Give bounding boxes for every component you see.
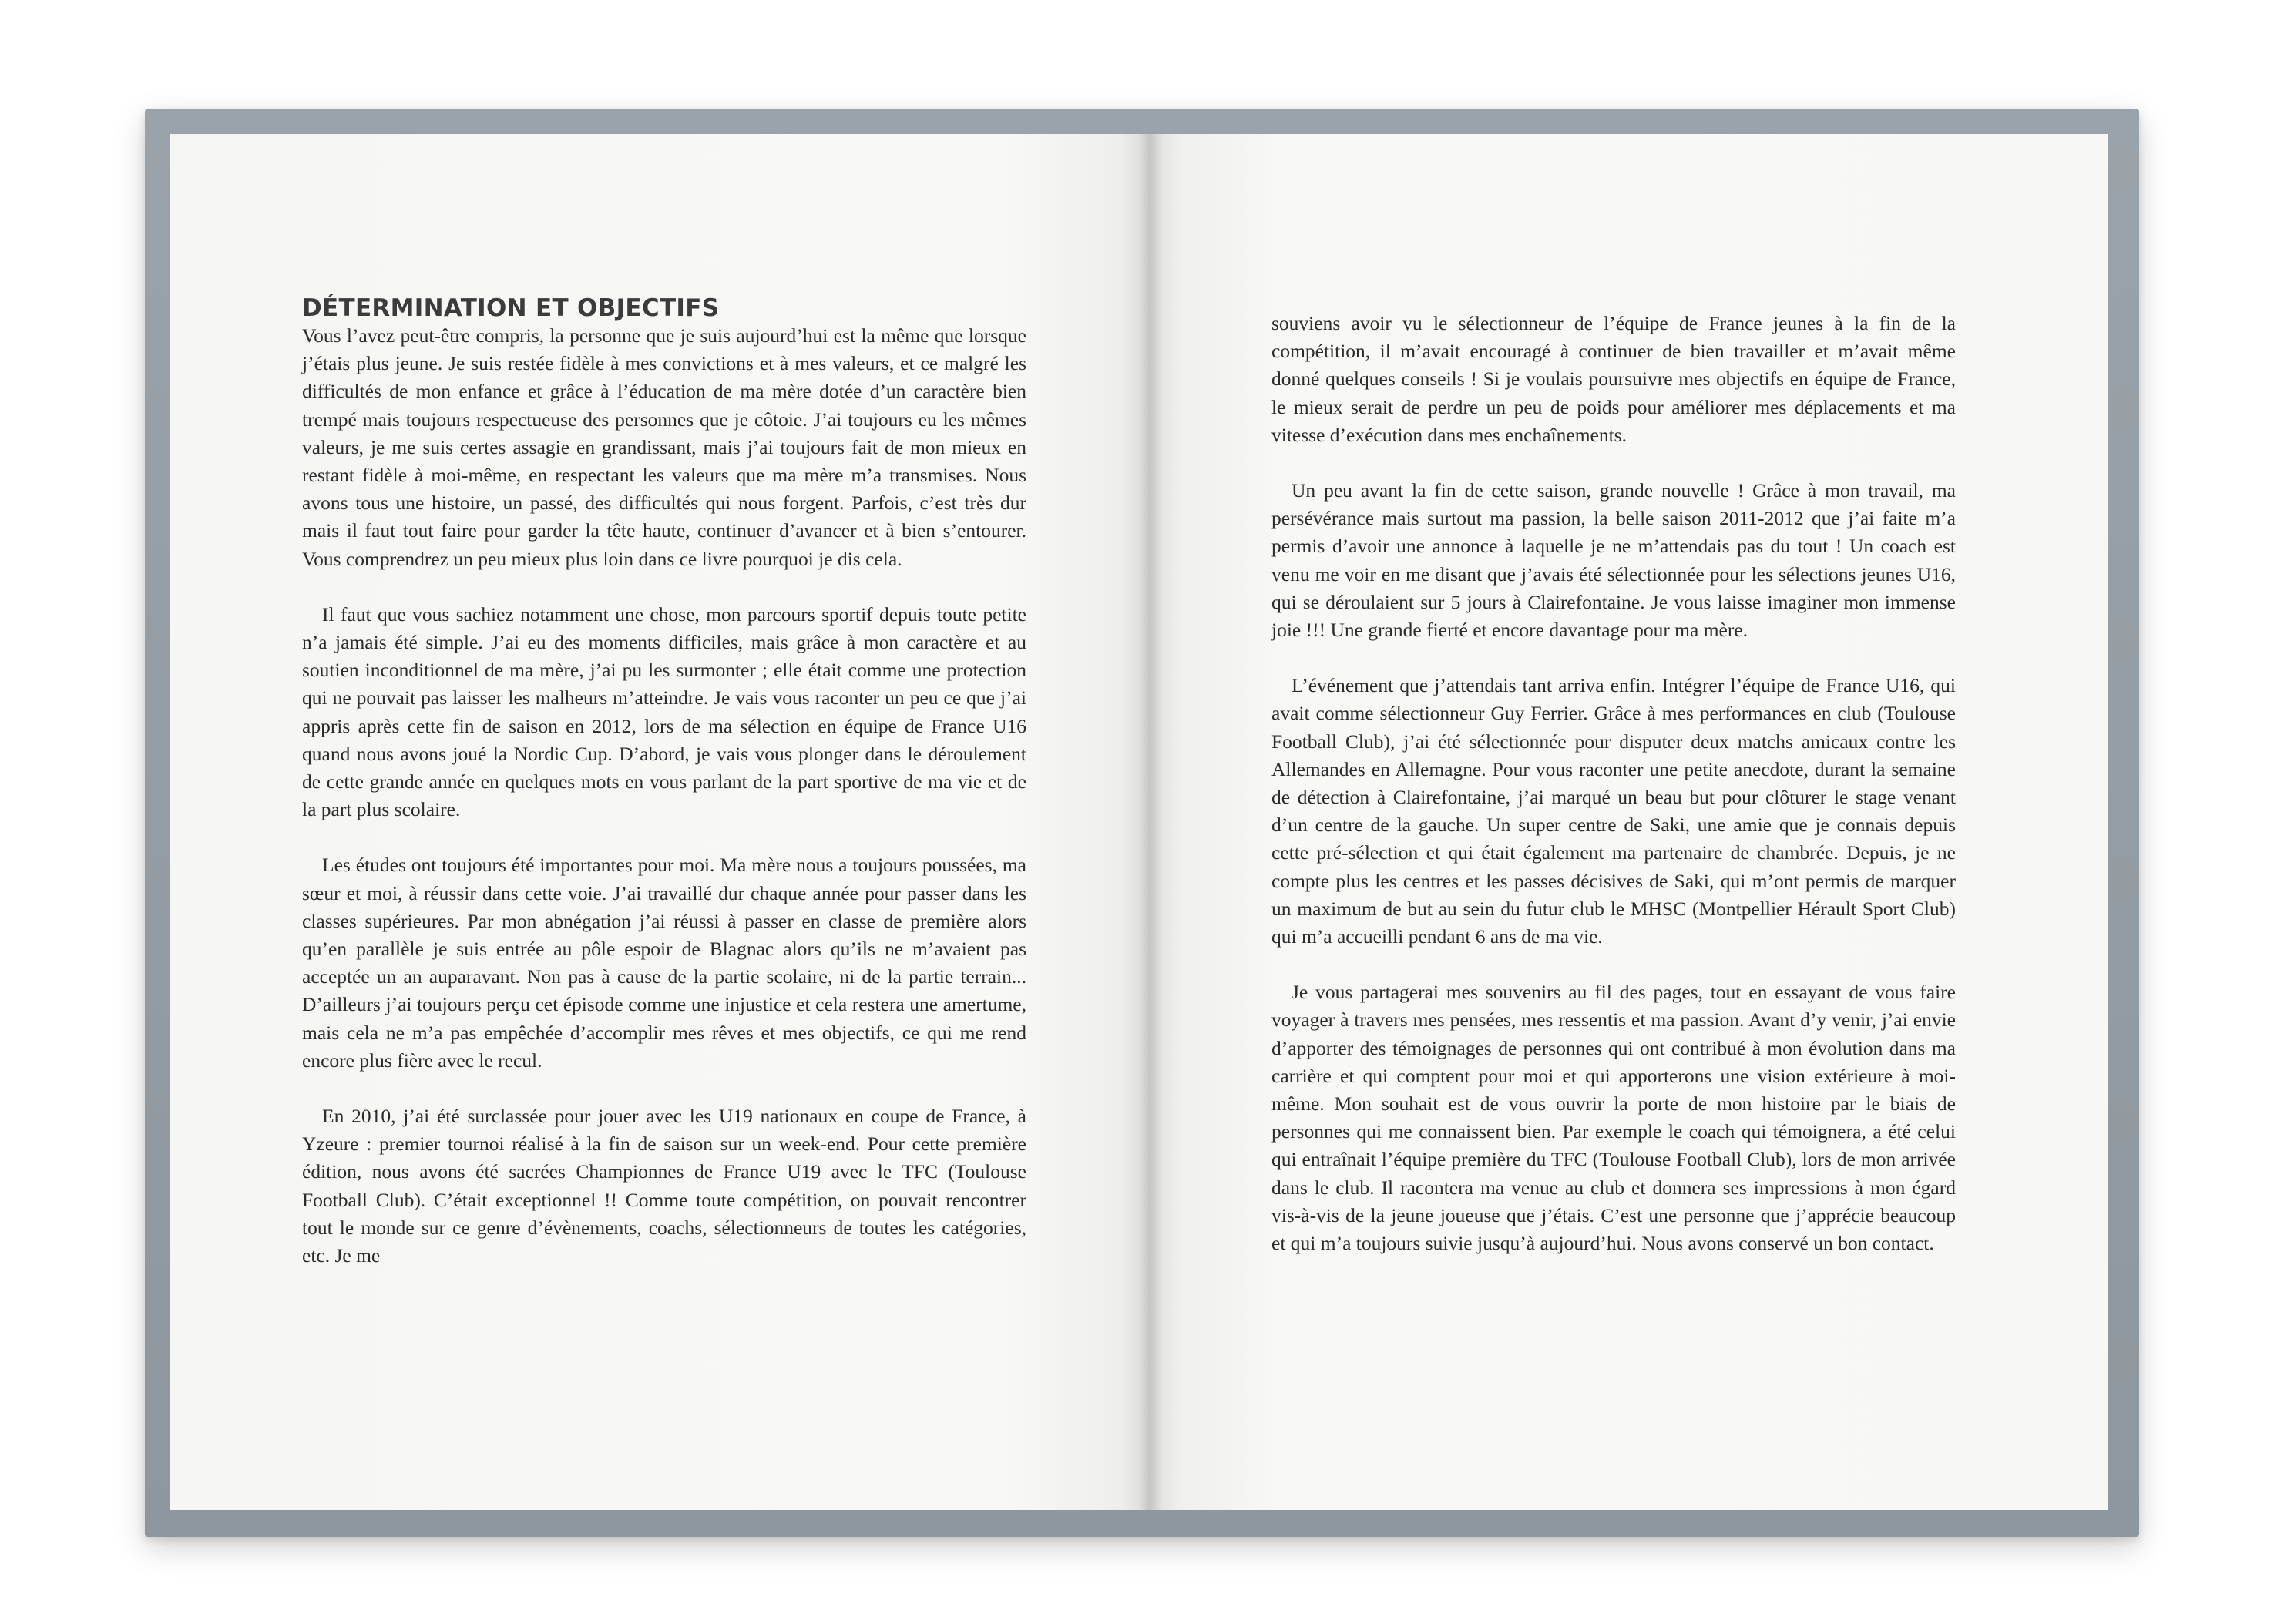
- paragraph: Il faut que vous sachiez notamment une chose, mon parcours sportif depuis toute petite n’a jamais été simple. J’ai eu des moments difficiles, mais grâce à mon caractère et au soutien inconditionnel de ma mère, j’ai pu les surmonter ; elle était comme une protection qui ne pouvait pas laisser les malheurs m’atteindre. Je vais vous raconter un peu ce que j’ai appris après cette fin de saison en 2012, lors de ma sélection en équipe de France U16 quand nous avons joué la Nordic Cup. D’abord, je vais vous plonger dans le déroulement de cette grande année en quelques mots en vous parlant de la part sportive de ma vie et de la part plus scolaire.: [302, 602, 1026, 821]
- left-page-text: [302, 293, 1026, 1270]
- paragraph: Les études ont toujours été importantes pour moi. Ma mère nous a toujours poussées, ma sœur et moi, à réussir dans cette voie. J’ai travaillé dur chaque année pour passer dans les classes supérieures. Par mon abnégation j’ai réussi à passer en classe de première alors qu’en parallèle je suis entrée au pôle espoir de Blagnac alors qu’ils ne m’avaient pas acceptée un an auparavant. Non pas à cause de la partie scolaire, ni de la partie terrain... D’ailleurs j’ai toujours perçu cet épisode comme une injustice et cela restera une amertume, mais cela ne m’a pas empêchée d’accomplir mes rêves et mes objectifs, ce qui me rend encore plus fière avec le recul.: [302, 854, 1026, 1072]
- paragraph: Je vous partagerai mes souvenirs au fil des pages, tout en essayant de vous faire voyager à travers mes pensées, mes ressentis et ma passion. Avant d’y venir, j’ai envie d’apporter des témoignages de personnes qui ont contribué à mon évolution dans ma carrière et qui comptent pour moi et qui apporterons une vision extérieure à moi-même. Mon souhait est de vous ouvrir la porte de mon histoire par le biais de personnes qui me connaissent bien. Par exemple le coach qui témoignera, a été celui qui entraînait l’équipe première du TFC (Toulouse Football Club), lors de mon arrivée dans le club. Il racontera ma venue au club et donnera ses impressions à mon égard vis-à-vis de la jeune joueuse que j’étais. C’est une personne que j’apprécie beaucoup et qui m’a toujours suivie jusqu’à aujourd’hui. Nous avons conservé un bon contact.: [1271, 981, 1956, 1255]
- paragraph: Vous l’avez peut-être compris, la personne que je suis aujourd’hui est la même que lorsque j’étais plus jeune. Je suis restée fidèle à mes convictions et à mes valeurs, et ce malgré les difficultés de mon enfance et grâce à l’éducation de ma mère dotée d’un caractère bien trempé mais toujours respectueuse des personnes que je côtoie. J’ai toujours eu les mêmes valeurs, je me suis certes assagie en grandissant, mais j’ai toujours fait de mon mieux en restant fidèle à moi-même, en respectant les valeurs que ma mère m’a transmises. Nous avons tous une histoire, un passé, des difficultés qui nous forgent. Parfois, c’est très dur mais il faut tout faire pour garder la tête haute, continuer d’avancer et à bien s’entourer. Vous comprendrez un peu mieux plus loin dans ce livre pourquoi je dis cela.: [302, 324, 1026, 570]
- paragraph: souviens avoir vu le sélectionneur de l’équipe de France jeunes à la fin de la compétition, il m’avait encouragé à continuer de bien travailler et m’avait même donné quelques conseils ! Si je voulais poursuivre mes objectifs en équipe de France, le mieux serait de perdre un peu de poids pour améliorer mes déplacements et ma vitesse d’exécution dans mes enchaînements.: [1271, 312, 1956, 446]
- paragraph: Un peu avant la fin de cette saison, grande nouvelle ! Grâce à mon travail, ma persévérance mais surtout ma passion, la belle saison 2011-2012 que j’ai faite m’a permis d’avoir une annonce à laquelle je ne m’attendais pas du tout ! Un coach est venu me voir en me disant que j’avais été sélectionnée pour les sélections jeunes U16, qui se déroulaient sur 5 jours à Clairefontaine. Je vous laisse imaginer mon immense joie !!! Une grande fierté et encore davantage pour ma mère.: [1271, 479, 1956, 642]
- right-page-text: [1271, 310, 1956, 1257]
- paragraph: En 2010, j’ai été surclassée pour jouer avec les U19 nationaux en coupe de France, à Yzeure : premier tournoi réalisé à la fin de saison sur un week-end. Pour cette première édition, nous avons été sacrées Championnes de France U19 avec le TFC (Toulouse Football Club). C’était exceptionnel !! Comme toute compétition, on pouvait rencontrer tout le monde sur ce genre d’évènements, coachs, sélectionneurs de toutes les catégories, etc. Je me: [302, 1105, 1026, 1267]
- paragraph: L’événement que j’attendais tant arriva enfin. Intégrer l’équipe de France U16, qui avait comme sélectionneur Guy Ferrier. Grâce à mes performances en club (Toulouse Football Club), j’ai été sélectionnée pour disputer deux matchs amicaux contre les Allemandes en Allemagne. Pour vous raconter une petite anecdote, durant la semaine de détection à Clairefontaine, j’ai marqué un beau but pour clôturer le stage venant d’un centre de la gauche. Un super centre de Saki, une amie que je connais depuis cette pré-sélection et qui était également ma partenaire de chambrée. Depuis, je ne compte plus les centres et les passes décisives de Saki, qui m’ont permis de marquer un maximum de but au sein du futur club le MHSC (Montpellier Hérault Sport Club) qui m’a accueilli pendant 6 ans de ma vie.: [1271, 674, 1956, 948]
- book-spine: [1139, 134, 1162, 1510]
- chapter-heading: DÉTERMINATION ET OBJECTIFS: [302, 294, 720, 322]
